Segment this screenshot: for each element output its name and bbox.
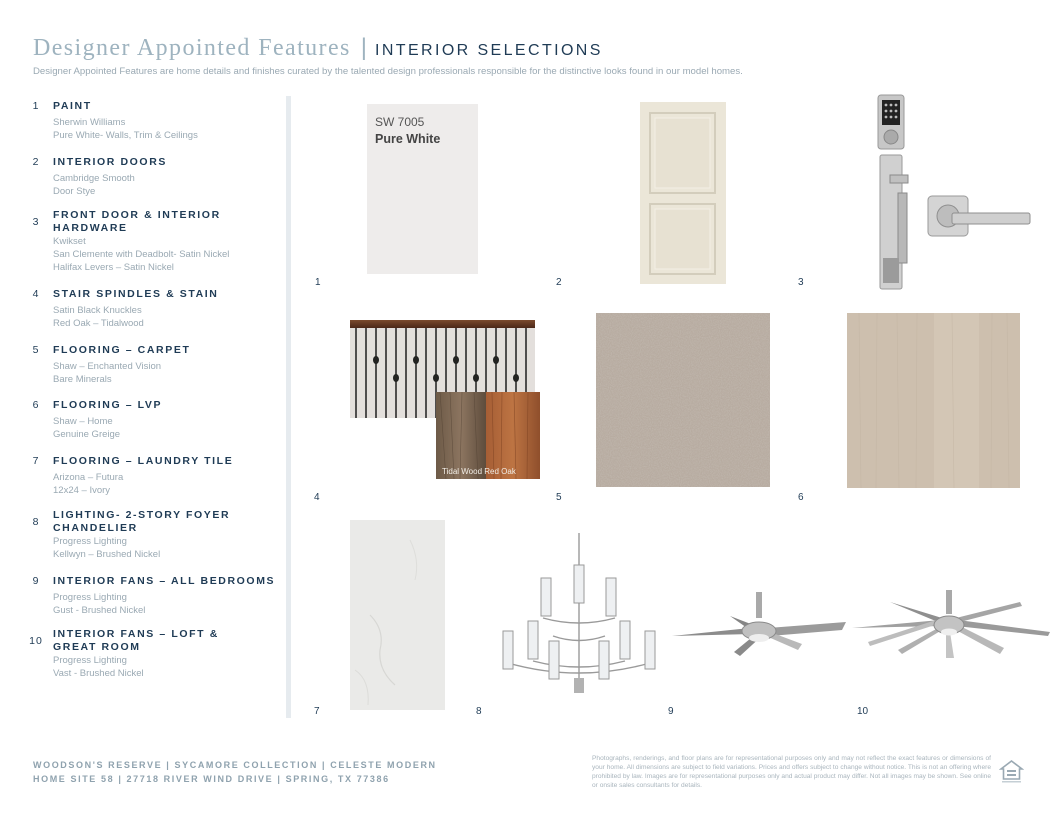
list-item	[28, 288, 278, 330]
door-hardware-image	[868, 93, 1038, 293]
item-detail: Door Stye	[53, 186, 96, 197]
page-subtitle: INTERIOR SELECTIONS	[374, 42, 603, 59]
item-detail: Kwikset	[53, 236, 86, 247]
item-title: INTERIOR DOORS	[53, 156, 167, 168]
image-label: 7	[314, 706, 320, 717]
item-detail: Halifax Levers – Satin Nickel	[53, 262, 174, 273]
item-title: INTERIOR FANS – LOFT & GREAT ROOM	[53, 628, 219, 653]
swatch-name: Pure White	[375, 132, 441, 146]
item-detail: 12x24 – Ivory	[53, 485, 111, 496]
image-label: 6	[798, 492, 804, 503]
item-number: 9	[32, 575, 40, 587]
carpet-swatch	[596, 313, 770, 487]
divider-bar	[286, 96, 291, 718]
stair-spindles-image	[350, 320, 542, 480]
title-separator: |	[360, 34, 367, 61]
lvp-swatch	[847, 313, 1020, 488]
item-number: 2	[32, 156, 40, 168]
image-label: 4	[314, 492, 320, 503]
item-detail: Shaw – Enchanted Vision	[53, 361, 162, 372]
item-detail: Red Oak – Tidalwood	[53, 318, 144, 329]
swatch-code: SW 7005	[375, 115, 425, 129]
image-label: 5	[556, 492, 562, 503]
item-title: FLOORING – LVP	[53, 399, 163, 411]
item-detail: Arizona – Futura	[53, 472, 124, 483]
footer-disclaimer: Photographs, renderings, and floor plans are for representational purposes only and may not reflect the exact features or dimensions of your home. All dimensions are subject to field variations. Prices and offers subject to change without notice. This is not an offering where prohibited by law. Images are for representational purposes only and actual product may differ. Not all images may be shown. See online or onsite sales consultants for details.	[592, 755, 991, 789]
list-item	[28, 100, 278, 142]
item-title: FLOORING – LAUNDRY TILE	[53, 455, 234, 467]
item-title: PAINT	[53, 100, 92, 112]
item-number: 6	[32, 399, 40, 411]
ceiling-fan-gust-image	[670, 590, 848, 662]
item-detail: Progress Lighting	[53, 592, 127, 603]
item-detail: Pure White- Walls, Trim & Ceilings	[53, 130, 198, 141]
image-label: 10	[857, 706, 869, 717]
item-title: STAIR SPINDLES & STAIN	[53, 288, 219, 300]
stain-caption: Tidal Wood Red Oak	[442, 467, 516, 476]
list-item	[28, 156, 278, 198]
item-title: INTERIOR FANS – ALL BEDROOMS	[53, 575, 276, 587]
image-label: 1	[315, 277, 321, 288]
footer-community: WOODSON'S RESERVE | SYCAMORE COLLECTION | CELESTE MODERN	[33, 760, 437, 770]
footer-address	[33, 758, 437, 786]
item-detail: Kellwyn – Brushed Nickel	[53, 549, 161, 560]
page-header	[33, 34, 603, 62]
footer-homesite: HOME SITE 58 | 27718 RIVER WIND DRIVE | SPRING, TX 77386	[33, 774, 390, 784]
equal-housing-opportunity-icon	[999, 759, 1024, 784]
item-number: 5	[32, 344, 40, 356]
image-label: 3	[798, 277, 804, 288]
list-item	[28, 209, 278, 274]
item-number: 7	[32, 455, 40, 467]
item-title: LIGHTING- 2-STORY FOYER CHANDELIER	[53, 509, 231, 534]
item-title: FRONT DOOR & INTERIOR HARDWARE	[53, 209, 221, 234]
item-detail: Progress Lighting	[53, 655, 127, 666]
list-item	[28, 628, 278, 680]
item-title: FLOORING – CARPET	[53, 344, 191, 356]
list-item	[28, 399, 278, 441]
item-detail: Bare Minerals	[53, 374, 112, 385]
item-detail: Vast - Brushed Nickel	[53, 668, 144, 679]
door-image	[640, 102, 726, 284]
item-detail: Cambridge Smooth	[53, 173, 135, 184]
list-item	[28, 455, 278, 497]
laundry-tile-swatch	[350, 520, 445, 710]
item-detail: Shaw – Home	[53, 416, 113, 427]
image-label: 2	[556, 277, 562, 288]
chandelier-image	[498, 533, 660, 695]
item-number: 4	[32, 288, 40, 300]
list-item	[28, 575, 278, 617]
image-label: 9	[668, 706, 674, 717]
paint-swatch	[367, 104, 478, 274]
ceiling-fan-vast-image	[850, 588, 1052, 660]
item-detail: Satin Black Knuckles	[53, 305, 142, 316]
item-detail: Genuine Greige	[53, 429, 121, 440]
item-number: 8	[32, 516, 40, 528]
item-number: 10	[29, 635, 43, 647]
item-detail: San Clemente with Deadbolt- Satin Nickel	[53, 249, 230, 260]
image-label: 8	[476, 706, 482, 717]
list-item	[28, 344, 278, 386]
page-title: Designer Appointed Features	[33, 35, 351, 61]
item-number: 1	[32, 100, 40, 112]
intro-text: Designer Appointed Features are home details and finishes curated by the talented design professionals responsible for the distinctive looks found in our model homes.	[33, 66, 743, 77]
item-detail: Sherwin Williams	[53, 117, 126, 128]
item-detail: Progress Lighting	[53, 536, 127, 547]
item-detail: Gust - Brushed Nickel	[53, 605, 146, 616]
list-item	[28, 509, 278, 561]
item-number: 3	[32, 216, 40, 228]
